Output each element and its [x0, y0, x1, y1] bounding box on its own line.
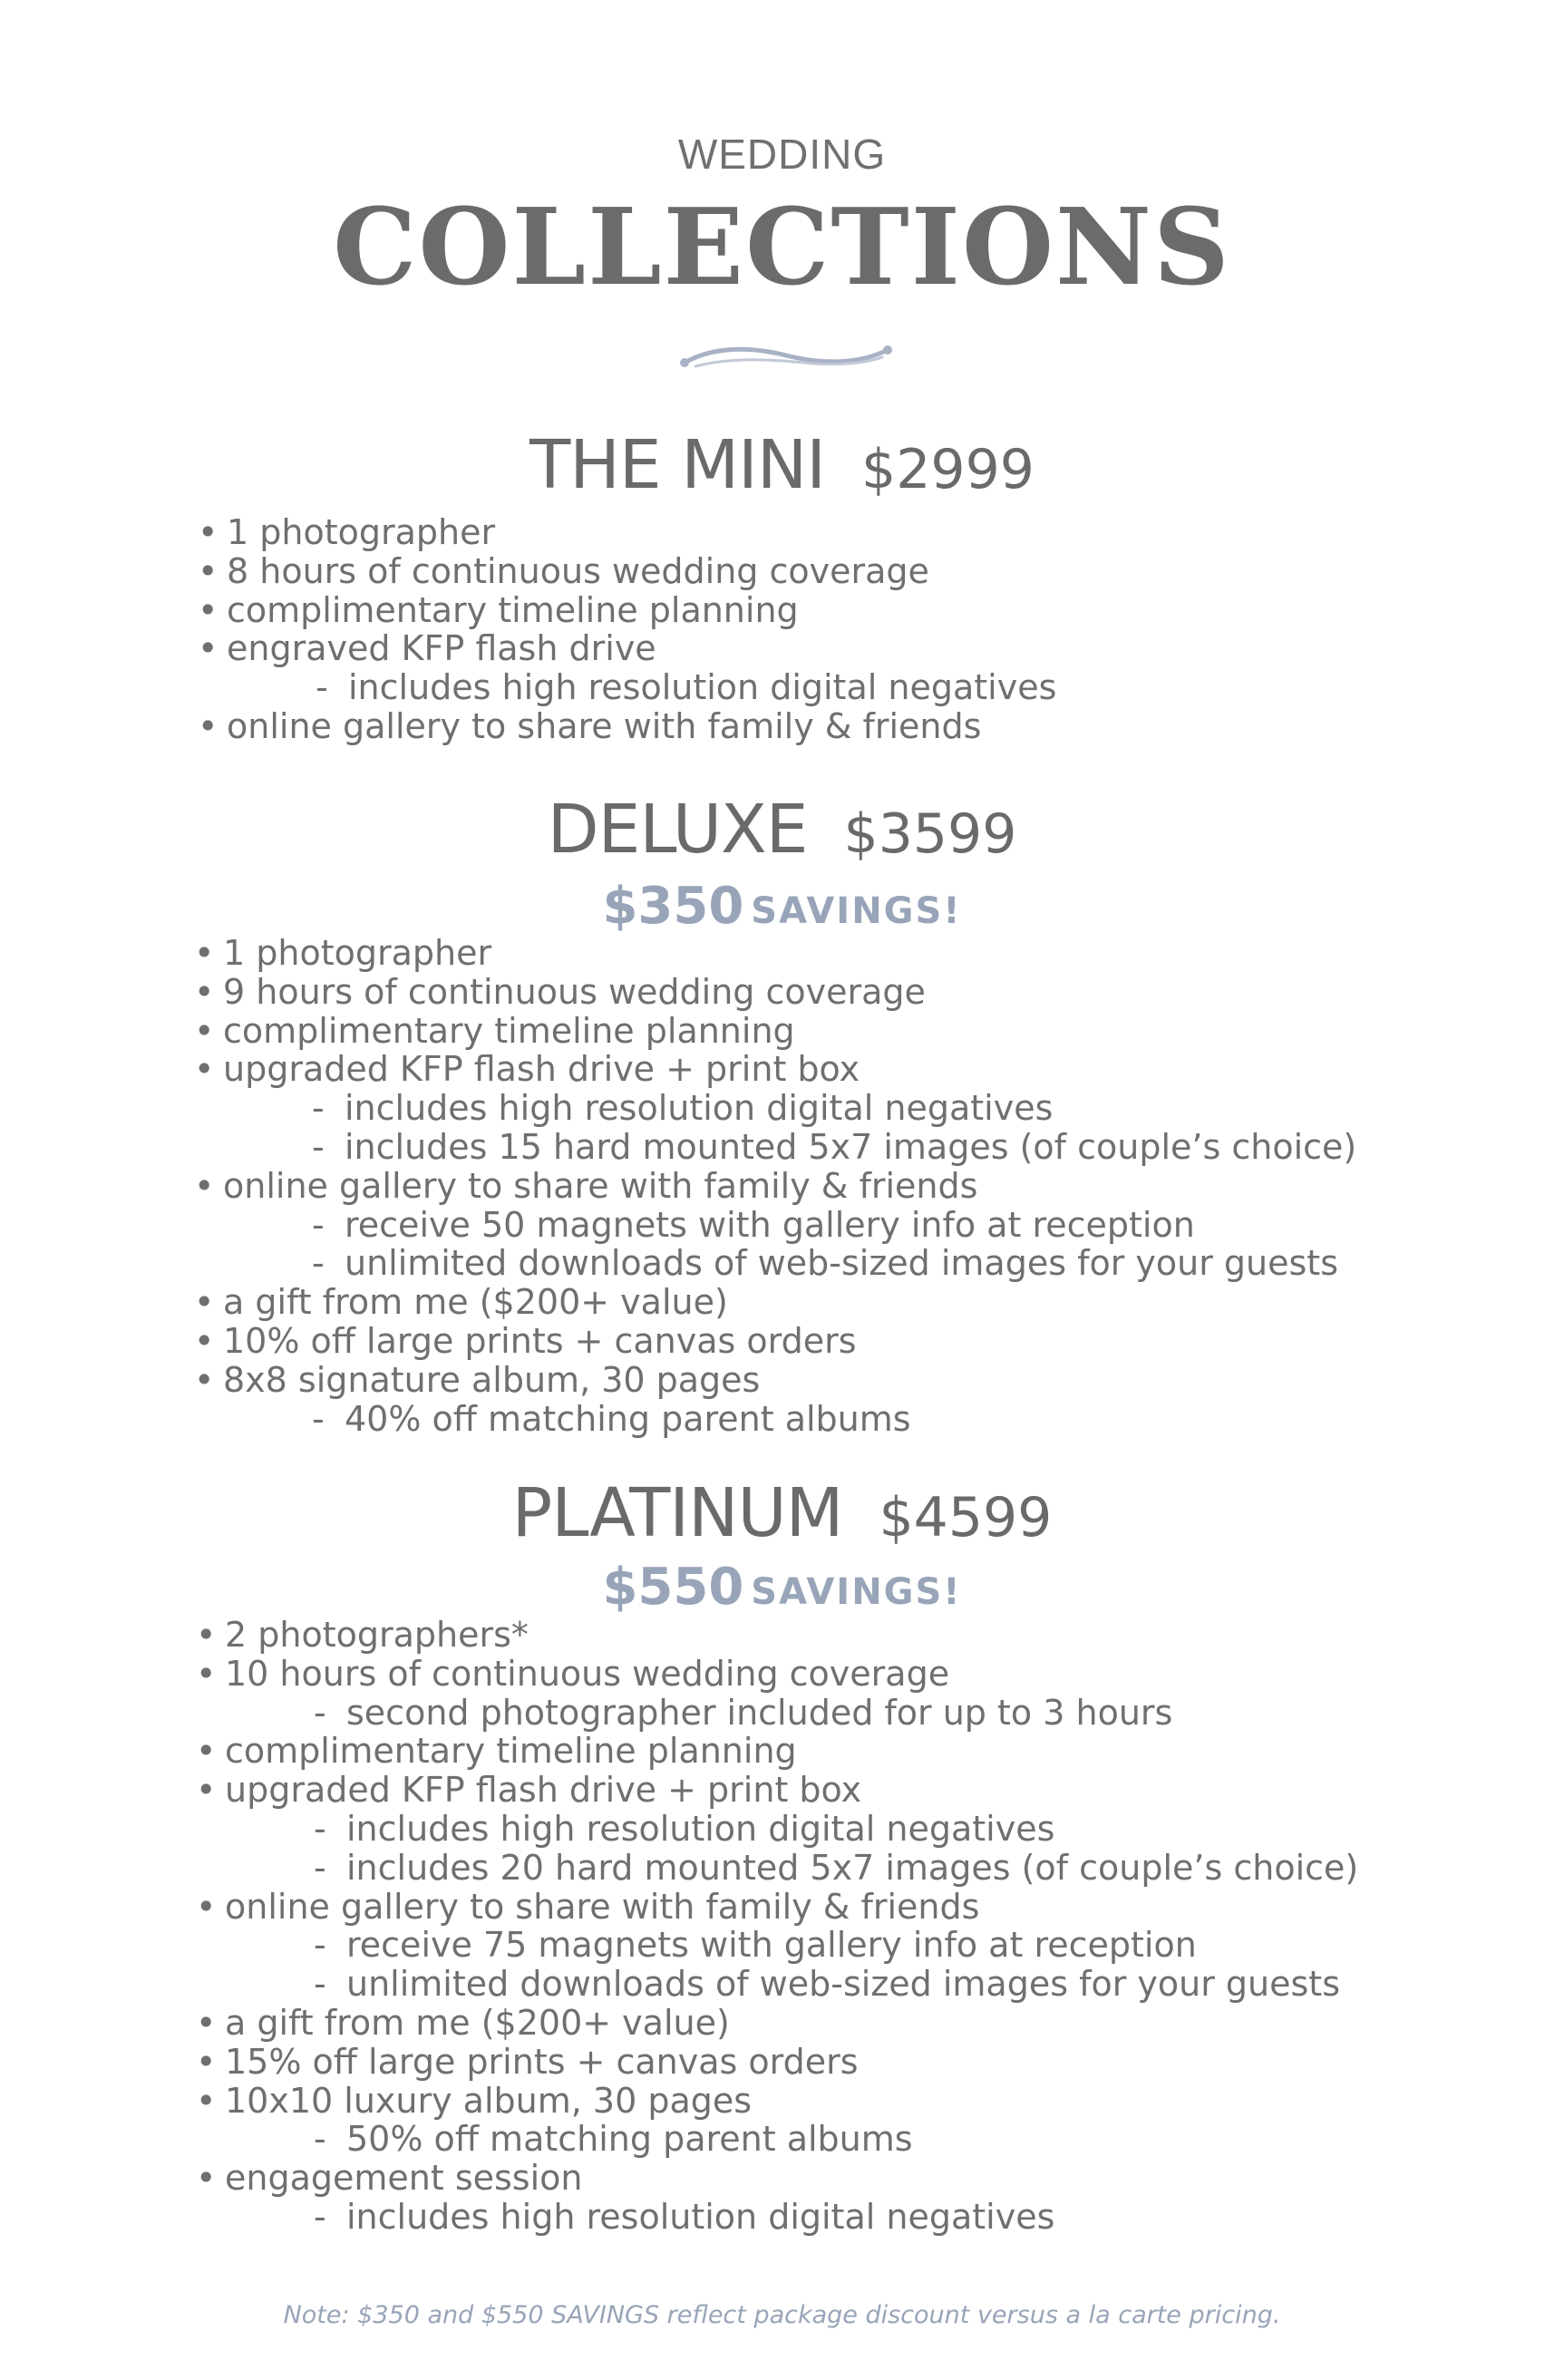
- list-item: • 15% off large prints + canvas orders: [196, 2043, 1358, 2082]
- page-title: COLLECTIONS: [333, 186, 1231, 309]
- list-item: • upgraded KFP flash drive + print box: [194, 1050, 1356, 1089]
- savings-label: SAVINGS!: [751, 890, 962, 932]
- list-item: • 10x10 luxury album, 30 pages: [196, 2082, 1358, 2121]
- list-subitem: - 50% off matching parent albums: [196, 2120, 1358, 2159]
- savings-amount: $550: [602, 1558, 744, 1617]
- package-name: THE MINI: [529, 426, 826, 504]
- list-subitem: - unlimited downloads of web-sized images for your guests: [196, 1965, 1358, 2004]
- list-item: • 1 photographer: [194, 934, 1356, 973]
- list-subitem: - includes high resolution digital negatives: [194, 1089, 1356, 1128]
- list-item: • upgraded KFP flash drive + print box: [196, 1771, 1358, 1810]
- list-item: • complimentary timeline planning: [198, 591, 1056, 630]
- package-price: $2999: [861, 438, 1035, 501]
- list-item: • online gallery to share with family & friends: [194, 1167, 1356, 1206]
- package-header-deluxe: [0, 791, 1564, 869]
- list-item: • complimentary timeline planning: [196, 1732, 1358, 1771]
- list-subitem: - includes high resolution digital negatives: [196, 1810, 1358, 1849]
- list-item: • 1 photographer: [198, 513, 1056, 552]
- swirl-divider-icon: [677, 339, 895, 375]
- savings-badge-deluxe: [0, 877, 1564, 936]
- list-subitem: - receive 50 magnets with gallery info at reception: [194, 1206, 1356, 1245]
- package-price: $4599: [879, 1486, 1053, 1549]
- savings-badge-platinum: [0, 1558, 1564, 1617]
- list-item: • 8 hours of continuous wedding coverage: [198, 552, 1056, 591]
- list-subitem: - 40% off matching parent albums: [194, 1400, 1356, 1439]
- package-name: DELUXE: [547, 791, 808, 869]
- package-header-mini: [0, 426, 1564, 504]
- list-item: • a gift from me ($200+ value): [194, 1283, 1356, 1322]
- list-item: • online gallery to share with family & friends: [196, 1888, 1358, 1927]
- package-items-platinum: [196, 1616, 1358, 2237]
- list-subitem: - receive 75 magnets with gallery info at reception: [196, 1926, 1358, 1965]
- list-item: • 9 hours of continuous wedding coverage: [194, 973, 1356, 1012]
- list-item: • 8x8 signature album, 30 pages: [194, 1361, 1356, 1400]
- package-items-deluxe: [194, 934, 1356, 1438]
- pricing-note: Note: $350 and $550 SAVINGS reflect package discount versus a la carte pricing.: [283, 2301, 1281, 2329]
- list-item: • engraved KFP flash drive: [198, 629, 1056, 668]
- savings-label: SAVINGS!: [751, 1571, 962, 1613]
- package-items-mini: [198, 513, 1056, 746]
- list-item: • 10% off large prints + canvas orders: [194, 1322, 1356, 1361]
- list-item: • a gift from me ($200+ value): [196, 2004, 1358, 2043]
- package-header-platinum: [0, 1474, 1564, 1552]
- list-subitem: - second photographer included for up to 3 hours: [196, 1694, 1358, 1733]
- list-item: • 2 photographers*: [196, 1616, 1358, 1655]
- list-subitem: - includes high resolution digital negatives: [198, 668, 1056, 707]
- eyebrow-label: WEDDING: [677, 131, 887, 178]
- list-item: • 10 hours of continuous wedding coverage: [196, 1655, 1358, 1694]
- list-item: • engagement session: [196, 2159, 1358, 2198]
- list-subitem: - includes high resolution digital negatives: [196, 2198, 1358, 2237]
- list-subitem: - includes 15 hard mounted 5x7 images (of couple’s choice): [194, 1128, 1356, 1167]
- package-name: PLATINUM: [511, 1474, 843, 1552]
- list-subitem: - unlimited downloads of web-sized images for your guests: [194, 1244, 1356, 1283]
- package-price: $3599: [843, 802, 1017, 866]
- list-item: • online gallery to share with family & friends: [198, 707, 1056, 746]
- list-item: • complimentary timeline planning: [194, 1012, 1356, 1051]
- savings-amount: $350: [602, 877, 744, 936]
- list-subitem: - includes 20 hard mounted 5x7 images (of couple’s choice): [196, 1849, 1358, 1888]
